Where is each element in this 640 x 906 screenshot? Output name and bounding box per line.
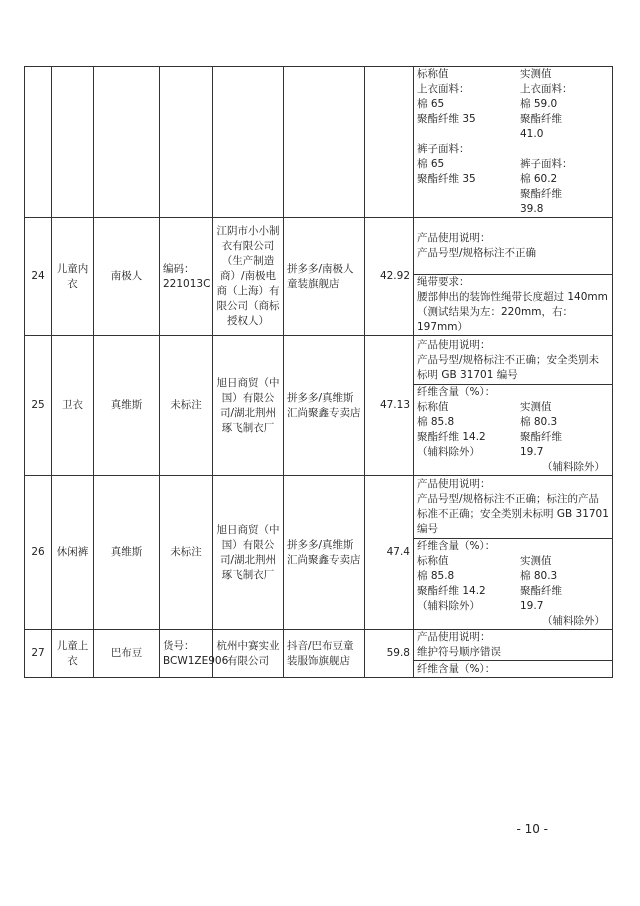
manufacturer: 杭州中赛实业有限公司 (213, 630, 284, 678)
issue-cell (414, 539, 613, 630)
shop: 抖音/巴布豆童装服饰旗舰店 (284, 630, 365, 678)
issue-title: 产品使用说明： (417, 338, 491, 351)
spec-code: 未标注 (160, 476, 213, 630)
price: 47.4 (365, 476, 414, 630)
product-name: 儿童上衣 (52, 630, 94, 678)
issue-line: 维护符号顺序错误 (417, 646, 501, 658)
row-number: 26 (25, 476, 52, 630)
row-number: 27 (25, 630, 52, 678)
manufacturer: 江阴市小小制衣有限公司（生产制造商）/南极电商（上海）有限公司（商标授权人） (213, 218, 284, 336)
price: 47.13 (365, 336, 414, 476)
issue-title: 产品使用说明： (417, 232, 491, 244)
issue-title: 产品使用说明： (417, 478, 491, 490)
issue-line: （辅料除外） (542, 461, 605, 473)
page-number: - 10 - (516, 822, 548, 836)
issue-title: 纤维含量（%）： (417, 662, 496, 675)
price: 59.8 (365, 630, 414, 678)
table-row (25, 218, 613, 275)
issue-cell (414, 336, 613, 385)
issue-line: 产品号型/规格标注不正确；安全类别未标明 GB 31701 编号 (417, 353, 600, 381)
inspection-results-table (24, 66, 613, 678)
brand: 南极人 (94, 218, 160, 336)
row-number: 25 (25, 336, 52, 476)
issue-cell (414, 476, 613, 539)
spec-code: 货号：BCW1ZE906 (160, 630, 213, 678)
shop: 拼多多/南极人童装旗舰店 (284, 218, 365, 336)
fiber-content-grid: 标称值 实测值 棉 85.8 棉 80.3 聚酯纤维 14.2 聚酯纤维 （辅料除外） 19.7 (417, 555, 562, 612)
shop: 拼多多/真维斯汇尚聚鑫专卖店 (284, 476, 365, 630)
fiber-content-grid: 标称值 实测值 棉 85.8 棉 80.3 聚酯纤维 14.2 聚酯纤维 （辅料除外） 19.7 (417, 401, 562, 458)
issue-cell (414, 218, 613, 275)
table-row (25, 476, 613, 539)
table-row (25, 630, 613, 661)
manufacturer: 旭日商贸（中国）有限公司/湖北荆州琢飞制衣厂 (213, 476, 284, 630)
spec-code: 编码：221013C (160, 218, 213, 336)
brand: 真维斯 (94, 476, 160, 630)
issue-title: 纤维含量（%）： (417, 386, 496, 398)
brand: 真维斯 (94, 336, 160, 476)
table-row (25, 336, 613, 385)
issue-line: 产品号型/规格标注不正确；标注的产品标准不正确；安全类别未标明 GB 31701 编号 (417, 493, 609, 535)
product-name: 休闲裤 (52, 476, 94, 630)
issue-cell (414, 661, 613, 678)
issue-cell (414, 630, 613, 661)
issue-title: 纤维含量（%）： (417, 540, 496, 552)
product-name: 儿童内衣 (52, 218, 94, 336)
brand: 巴布豆 (94, 630, 160, 678)
issue-line: 产品号型/规格标注不正确 (417, 247, 537, 259)
shop: 拼多多/真维斯汇尚聚鑫专卖店 (284, 336, 365, 476)
manufacturer: 旭日商贸（中国）有限公司/湖北荆州琢飞制衣厂 (213, 336, 284, 476)
issue-cell (414, 385, 613, 476)
fiber-content-grid: 标称值 实测值 上衣面料： 上衣面料： 棉 65 棉 59.0 聚酯纤维 35 聚酯纤维 41.0 裤子面料： 棉 65 裤子面料： 聚酯纤维 35 棉 60.2 聚酯纤维 39.8 (417, 68, 573, 215)
issue-line: （辅料除外） (542, 615, 605, 627)
issue-title: 绳带要求： (417, 276, 470, 288)
product-name: 卫衣 (52, 336, 94, 476)
issue-cell (414, 275, 613, 336)
spec-code: 未标注 (160, 336, 213, 476)
row-number: 24 (25, 218, 52, 336)
table-row (25, 67, 613, 218)
price: 42.92 (365, 218, 414, 336)
issue-cell (414, 67, 613, 218)
issue-title: 产品使用说明： (417, 631, 491, 643)
issue-line: 腰部伸出的装饰性绳带长度超过 140mm（测试结果为左：220mm，右：197mm） (417, 291, 608, 333)
